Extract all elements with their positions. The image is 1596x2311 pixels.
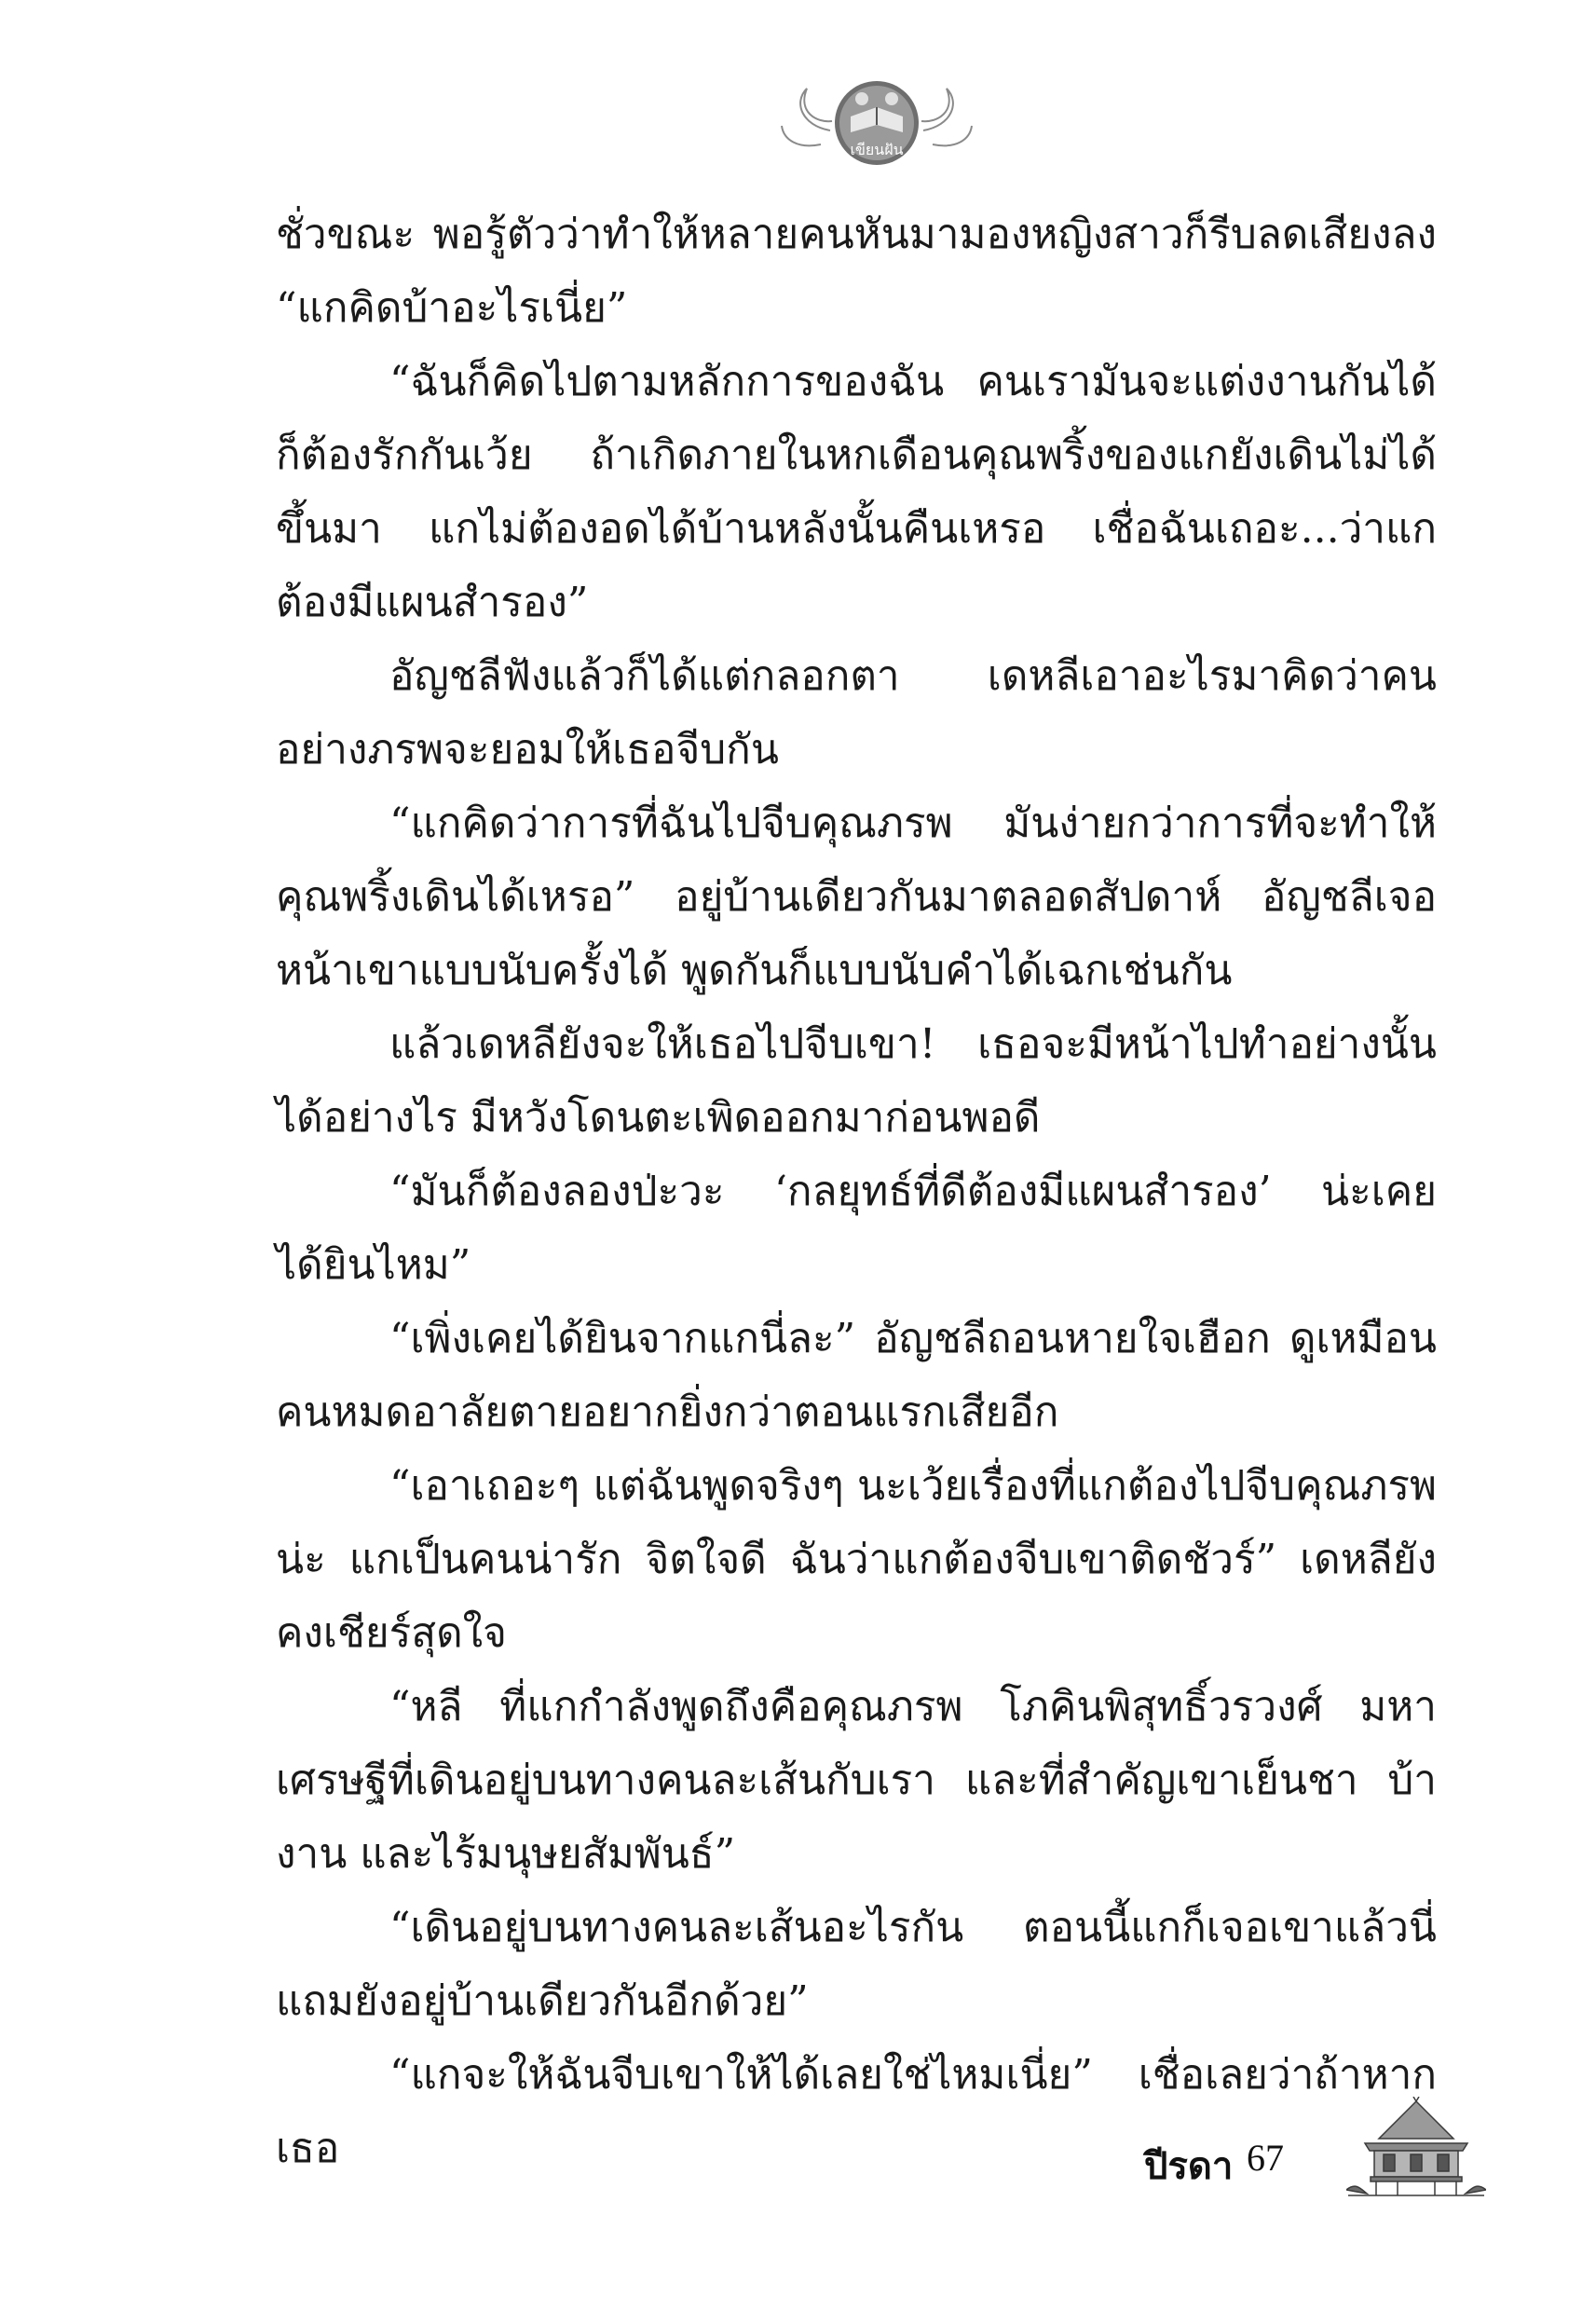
book-title: ปีรดา: [1144, 2145, 1234, 2188]
paragraph: “หลี ที่แกกำลังพูดถึงคือคุณภรพ โภคินพิสุทธิ์วรวงศ์ มหาเศรษฐีที่เดินอยู่บนทางคนละเส้นกับเรา และที่สำคัญเขาเย็นชา บ้างาน และไร้มนุษยสัมพันธ์”: [276, 1683, 1437, 1878]
paragraph: “มันก็ต้องลองป่ะวะ ‘กลยุทธ์ที่ดีต้องมีแผนสำรอง’ น่ะเคยได้ยินไหม”: [276, 1168, 1437, 1289]
paragraph: อัญชลีฟังแล้วก็ได้แต่กลอกตา เดหลีเอาอะไรมาคิดว่าคนอย่างภรพจะยอมให้เธอจีบกัน: [276, 652, 1437, 773]
emblem-text: เขียนฝัน: [850, 141, 904, 158]
body-text: [276, 198, 1437, 2185]
page-footer: [0, 2097, 1596, 2236]
paragraph: “เอาเถอะๆ แต่ฉันพูดจริงๆ นะเว้ยเรื่องที่แกต้องไปจีบคุณภรพน่ะ แกเป็นคนน่ารัก จิตใจดี ฉันว่าแกต้องจีบเขาติดชัวร์” เดหลียังคงเชียร์สุดใจ: [276, 1462, 1437, 1657]
thai-house-icon: [1346, 2097, 1486, 2199]
paragraph: ชั่วขณะ พอรู้ตัวว่าทำให้หลายคนหันมามองหญิงสาวก็รีบลดเสียงลง “แกคิดบ้าอะไรเนี่ย”: [276, 211, 1437, 332]
page-number: 67: [1247, 2137, 1284, 2179]
book-emblem-icon: [765, 65, 989, 177]
paragraph: “แกจะให้ฉันจีบเขาให้ได้เลยใช่ไหมเนี่ย” เชื่อเลยว่าถ้าหากเธอ: [276, 2051, 1437, 2172]
paragraph: “แกคิดว่าการที่ฉันไปจีบคุณภรพ มันง่ายกว่าการที่จะทำให้คุณพริ้งเดินได้เหรอ” อยู่บ้านเดียวกันมาตลอดสัปดาห์ อัญชลีเจอหน้าเขาแบบนับครั้งได้ พูดกันก็แบบนับคำได้เฉกเช่นกัน: [276, 800, 1437, 994]
paragraph: “ฉันก็คิดไปตามหลักการของฉัน คนเรามันจะแต่งงานกันได้ก็ต้องรักกันเว้ย ถ้าเกิดภายในหกเดือนคุณพริ้งของแกยังเดินไม่ได้ขึ้นมา แกไม่ต้องอดได้บ้านหลังนั้นคืนเหรอ เชื่อฉันเถอะ...ว่าแกต้องมีแผนสำรอง”: [276, 358, 1437, 626]
paragraph: แล้วเดหลียังจะให้เธอไปจีบเขา! เธอจะมีหน้าไปทำอย่างนั้นได้อย่างไร มีหวังโดนตะเพิดออกมาก่อนพอดี: [276, 1020, 1437, 1142]
paragraph: “เดินอยู่บนทางคนละเส้นอะไรกัน ตอนนี้แกก็เจอเขาแล้วนี่ แถมยังอยู่บ้านเดียวกันอีกด้วย”: [276, 1904, 1437, 2025]
paragraph: “เพิ่งเคยได้ยินจากแกนี่ละ” อัญชลีถอนหายใจเฮือก ดูเหมือนคนหมดอาลัยตายอยากยิ่งกว่าตอนแรกเสียอีก: [276, 1315, 1437, 1436]
